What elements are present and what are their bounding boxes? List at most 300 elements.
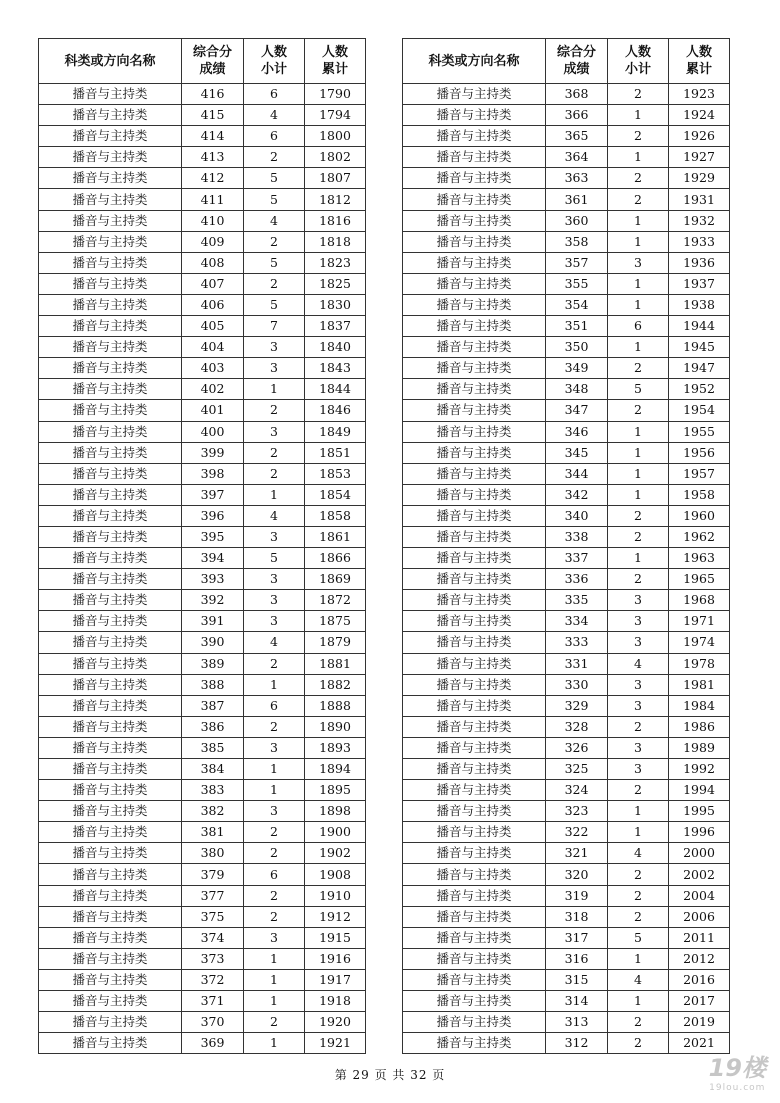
table-row <box>403 1033 730 1054</box>
cell-count: 1 <box>608 231 669 252</box>
cell-count: 1 <box>608 991 669 1012</box>
cell-category: 播音与主持类 <box>403 147 546 168</box>
cell-category: 播音与主持类 <box>39 780 182 801</box>
cell-score: 398 <box>182 463 244 484</box>
cell-category: 播音与主持类 <box>403 632 546 653</box>
cell-cumulative: 1937 <box>669 273 730 294</box>
cell-count: 1 <box>608 801 669 822</box>
cell-score: 351 <box>546 316 608 337</box>
cell-cumulative: 2006 <box>669 906 730 927</box>
cell-cumulative: 1825 <box>305 273 366 294</box>
cell-count: 2 <box>244 843 305 864</box>
cell-count: 5 <box>608 379 669 400</box>
cell-cumulative: 1944 <box>669 316 730 337</box>
table-header-row <box>403 39 730 84</box>
header-name: 科类或方向名称 <box>403 39 546 84</box>
table-row <box>403 737 730 758</box>
cell-count: 2 <box>608 885 669 906</box>
cell-count: 2 <box>608 84 669 105</box>
cell-category: 播音与主持类 <box>403 906 546 927</box>
cell-count: 2 <box>244 231 305 252</box>
cell-category: 播音与主持类 <box>403 294 546 315</box>
table-row <box>39 632 366 653</box>
cell-score: 403 <box>182 358 244 379</box>
cell-count: 5 <box>244 252 305 273</box>
cell-score: 372 <box>182 969 244 990</box>
cell-score: 358 <box>546 231 608 252</box>
cell-cumulative: 1931 <box>669 189 730 210</box>
table-row <box>39 316 366 337</box>
table-row <box>403 400 730 421</box>
cell-category: 播音与主持类 <box>403 505 546 526</box>
table-row <box>39 252 366 273</box>
table-row <box>39 737 366 758</box>
cell-score: 369 <box>182 1033 244 1054</box>
table-row <box>403 316 730 337</box>
table-row <box>39 695 366 716</box>
cell-count: 5 <box>244 294 305 315</box>
cell-category: 播音与主持类 <box>403 969 546 990</box>
cell-cumulative: 2004 <box>669 885 730 906</box>
cell-category: 播音与主持类 <box>403 126 546 147</box>
cell-count: 2 <box>608 906 669 927</box>
cell-count: 3 <box>244 611 305 632</box>
header-cumulative: 人数 累计 <box>305 39 366 84</box>
cell-score: 355 <box>546 273 608 294</box>
cell-count: 1 <box>608 421 669 442</box>
cell-category: 播音与主持类 <box>403 611 546 632</box>
cell-cumulative: 1963 <box>669 548 730 569</box>
header-name: 科类或方向名称 <box>39 39 182 84</box>
cell-score: 390 <box>182 632 244 653</box>
table-row <box>39 189 366 210</box>
cell-count: 1 <box>244 780 305 801</box>
cell-score: 379 <box>182 864 244 885</box>
cell-cumulative: 1945 <box>669 337 730 358</box>
cell-category: 播音与主持类 <box>39 526 182 547</box>
cell-count: 2 <box>244 906 305 927</box>
cell-score: 396 <box>182 505 244 526</box>
cell-category: 播音与主持类 <box>39 674 182 695</box>
cell-count: 4 <box>244 632 305 653</box>
cell-cumulative: 1830 <box>305 294 366 315</box>
cell-count: 5 <box>244 548 305 569</box>
cell-cumulative: 1844 <box>305 379 366 400</box>
cell-cumulative: 1843 <box>305 358 366 379</box>
cell-score: 388 <box>182 674 244 695</box>
cell-count: 1 <box>244 969 305 990</box>
cell-score: 317 <box>546 927 608 948</box>
table-row <box>403 906 730 927</box>
cell-count: 2 <box>244 442 305 463</box>
cell-count: 3 <box>244 526 305 547</box>
table-row <box>403 147 730 168</box>
table-row <box>39 484 366 505</box>
cell-score: 342 <box>546 484 608 505</box>
table-row <box>403 969 730 990</box>
cell-category: 播音与主持类 <box>403 843 546 864</box>
cell-count: 1 <box>244 1033 305 1054</box>
table-row <box>403 780 730 801</box>
cell-cumulative: 1996 <box>669 822 730 843</box>
cell-score: 374 <box>182 927 244 948</box>
cell-cumulative: 1984 <box>669 695 730 716</box>
header-score: 综合分 成绩 <box>182 39 244 84</box>
cell-category: 播音与主持类 <box>39 653 182 674</box>
cell-score: 321 <box>546 843 608 864</box>
table-row <box>39 337 366 358</box>
cell-score: 337 <box>546 548 608 569</box>
cell-score: 405 <box>182 316 244 337</box>
cell-score: 414 <box>182 126 244 147</box>
cell-category: 播音与主持类 <box>39 864 182 885</box>
cell-count: 2 <box>244 400 305 421</box>
cell-cumulative: 1994 <box>669 780 730 801</box>
cell-count: 2 <box>244 273 305 294</box>
cell-score: 393 <box>182 569 244 590</box>
cell-cumulative: 1866 <box>305 548 366 569</box>
cell-category: 播音与主持类 <box>403 548 546 569</box>
cell-count: 4 <box>244 505 305 526</box>
cell-category: 播音与主持类 <box>403 379 546 400</box>
table-row <box>39 1033 366 1054</box>
cell-score: 371 <box>182 991 244 1012</box>
cell-cumulative: 2017 <box>669 991 730 1012</box>
cell-score: 415 <box>182 105 244 126</box>
table-row <box>39 358 366 379</box>
cell-category: 播音与主持类 <box>403 674 546 695</box>
cell-score: 357 <box>546 252 608 273</box>
header-count: 人数 小计 <box>244 39 305 84</box>
cell-score: 368 <box>546 84 608 105</box>
cell-count: 1 <box>608 273 669 294</box>
cell-category: 播音与主持类 <box>39 105 182 126</box>
cell-count: 2 <box>608 1033 669 1054</box>
cell-score: 346 <box>546 421 608 442</box>
cell-count: 4 <box>244 210 305 231</box>
cell-category: 播音与主持类 <box>39 569 182 590</box>
header-count: 人数 小计 <box>608 39 669 84</box>
cell-count: 1 <box>608 548 669 569</box>
cell-score: 412 <box>182 168 244 189</box>
cell-score: 329 <box>546 695 608 716</box>
cell-score: 404 <box>182 337 244 358</box>
table-row <box>403 505 730 526</box>
cell-score: 328 <box>546 716 608 737</box>
cell-count: 3 <box>608 759 669 780</box>
table-row <box>403 294 730 315</box>
cell-score: 391 <box>182 611 244 632</box>
cell-count: 6 <box>244 84 305 105</box>
cell-score: 318 <box>546 906 608 927</box>
cell-count: 3 <box>244 569 305 590</box>
cell-score: 360 <box>546 210 608 231</box>
table-row <box>39 168 366 189</box>
table-row <box>39 969 366 990</box>
cell-cumulative: 1916 <box>305 948 366 969</box>
cell-cumulative: 1846 <box>305 400 366 421</box>
cell-cumulative: 1921 <box>305 1033 366 1054</box>
cell-cumulative: 2021 <box>669 1033 730 1054</box>
cell-score: 407 <box>182 273 244 294</box>
table-row <box>39 294 366 315</box>
cell-count: 3 <box>608 632 669 653</box>
cell-score: 383 <box>182 780 244 801</box>
cell-category: 播音与主持类 <box>403 84 546 105</box>
cell-count: 2 <box>244 885 305 906</box>
table-row <box>403 273 730 294</box>
cell-cumulative: 1920 <box>305 1012 366 1033</box>
header-score: 综合分 成绩 <box>546 39 608 84</box>
cell-count: 1 <box>608 294 669 315</box>
cell-category: 播音与主持类 <box>403 590 546 611</box>
cell-count: 2 <box>608 780 669 801</box>
cell-count: 2 <box>244 653 305 674</box>
cell-category: 播音与主持类 <box>39 273 182 294</box>
table-row <box>403 379 730 400</box>
cell-count: 2 <box>608 864 669 885</box>
table-row <box>39 674 366 695</box>
cell-count: 3 <box>244 801 305 822</box>
cell-count: 1 <box>608 463 669 484</box>
cell-category: 播音与主持类 <box>39 421 182 442</box>
cell-cumulative: 1802 <box>305 147 366 168</box>
cell-cumulative: 1947 <box>669 358 730 379</box>
table-row <box>403 759 730 780</box>
table-row <box>39 1012 366 1033</box>
cell-score: 316 <box>546 948 608 969</box>
cell-category: 播音与主持类 <box>403 252 546 273</box>
cell-cumulative: 1917 <box>305 969 366 990</box>
cell-count: 1 <box>608 822 669 843</box>
cell-cumulative: 1915 <box>305 927 366 948</box>
cell-score: 314 <box>546 991 608 1012</box>
table-row <box>403 442 730 463</box>
cell-cumulative: 2016 <box>669 969 730 990</box>
table-row <box>403 126 730 147</box>
cell-cumulative: 1956 <box>669 442 730 463</box>
cell-category: 播音与主持类 <box>403 316 546 337</box>
cell-score: 330 <box>546 674 608 695</box>
table-row <box>39 210 366 231</box>
table-row <box>403 822 730 843</box>
table-row <box>403 189 730 210</box>
cell-category: 播音与主持类 <box>403 653 546 674</box>
cell-cumulative: 1875 <box>305 611 366 632</box>
table-row <box>39 653 366 674</box>
cell-count: 4 <box>608 843 669 864</box>
cell-score: 319 <box>546 885 608 906</box>
cell-category: 播音与主持类 <box>39 590 182 611</box>
cell-category: 播音与主持类 <box>39 759 182 780</box>
cell-count: 1 <box>244 948 305 969</box>
table-row <box>39 885 366 906</box>
cell-cumulative: 1895 <box>305 780 366 801</box>
cell-score: 350 <box>546 337 608 358</box>
cell-category: 播音与主持类 <box>39 168 182 189</box>
cell-count: 3 <box>244 358 305 379</box>
cell-category: 播音与主持类 <box>39 84 182 105</box>
cell-cumulative: 1858 <box>305 505 366 526</box>
cell-score: 323 <box>546 801 608 822</box>
cell-category: 播音与主持类 <box>403 210 546 231</box>
table-row <box>39 611 366 632</box>
table-row <box>403 252 730 273</box>
cell-count: 1 <box>244 379 305 400</box>
table-row <box>403 611 730 632</box>
cell-count: 3 <box>244 927 305 948</box>
cell-score: 389 <box>182 653 244 674</box>
cell-score: 416 <box>182 84 244 105</box>
table-row <box>403 927 730 948</box>
cell-category: 播音与主持类 <box>39 147 182 168</box>
table-header-row <box>39 39 366 84</box>
cell-count: 3 <box>608 252 669 273</box>
cell-count: 6 <box>244 695 305 716</box>
score-table-left <box>38 38 366 1054</box>
table-row <box>403 1012 730 1033</box>
cell-cumulative: 1957 <box>669 463 730 484</box>
cell-cumulative: 1978 <box>669 653 730 674</box>
table-row <box>403 674 730 695</box>
cell-cumulative: 1958 <box>669 484 730 505</box>
table-row <box>39 864 366 885</box>
cell-count: 4 <box>244 105 305 126</box>
cell-category: 播音与主持类 <box>403 822 546 843</box>
cell-category: 播音与主持类 <box>39 927 182 948</box>
cell-score: 325 <box>546 759 608 780</box>
cell-category: 播音与主持类 <box>403 1033 546 1054</box>
cell-count: 1 <box>608 147 669 168</box>
table-row <box>39 442 366 463</box>
table-row <box>403 716 730 737</box>
table-row <box>403 484 730 505</box>
cell-score: 313 <box>546 1012 608 1033</box>
cell-cumulative: 1995 <box>669 801 730 822</box>
cell-category: 播音与主持类 <box>39 737 182 758</box>
cell-category: 播音与主持类 <box>39 442 182 463</box>
cell-count: 3 <box>244 737 305 758</box>
cell-cumulative: 1968 <box>669 590 730 611</box>
cell-score: 413 <box>182 147 244 168</box>
cell-score: 338 <box>546 526 608 547</box>
cell-category: 播音与主持类 <box>403 801 546 822</box>
cell-score: 326 <box>546 737 608 758</box>
table-row <box>39 147 366 168</box>
cell-category: 播音与主持类 <box>403 864 546 885</box>
cell-cumulative: 1924 <box>669 105 730 126</box>
cell-score: 370 <box>182 1012 244 1033</box>
table-row <box>39 948 366 969</box>
cell-category: 播音与主持类 <box>39 484 182 505</box>
cell-cumulative: 1992 <box>669 759 730 780</box>
table-row <box>403 590 730 611</box>
cell-category: 播音与主持类 <box>39 294 182 315</box>
cell-score: 345 <box>546 442 608 463</box>
table-row <box>39 105 366 126</box>
cell-cumulative: 1932 <box>669 210 730 231</box>
table-row <box>403 885 730 906</box>
table-row <box>403 991 730 1012</box>
cell-cumulative: 2002 <box>669 864 730 885</box>
cell-score: 402 <box>182 379 244 400</box>
cell-count: 2 <box>608 1012 669 1033</box>
cell-category: 播音与主持类 <box>39 822 182 843</box>
cell-category: 播音与主持类 <box>403 948 546 969</box>
cell-category: 播音与主持类 <box>403 189 546 210</box>
cell-category: 播音与主持类 <box>403 695 546 716</box>
cell-category: 播音与主持类 <box>39 126 182 147</box>
cell-score: 320 <box>546 864 608 885</box>
cell-score: 354 <box>546 294 608 315</box>
table-row <box>39 716 366 737</box>
table-row <box>39 421 366 442</box>
cell-count: 2 <box>244 463 305 484</box>
cell-cumulative: 1926 <box>669 126 730 147</box>
cell-cumulative: 2019 <box>669 1012 730 1033</box>
cell-category: 播音与主持类 <box>39 716 182 737</box>
cell-category: 播音与主持类 <box>39 991 182 1012</box>
cell-count: 5 <box>244 189 305 210</box>
cell-category: 播音与主持类 <box>39 210 182 231</box>
cell-count: 1 <box>608 105 669 126</box>
cell-category: 播音与主持类 <box>403 885 546 906</box>
cell-category: 播音与主持类 <box>39 885 182 906</box>
cell-count: 1 <box>608 948 669 969</box>
cell-category: 播音与主持类 <box>39 548 182 569</box>
cell-cumulative: 1890 <box>305 716 366 737</box>
cell-cumulative: 1851 <box>305 442 366 463</box>
table-row <box>403 695 730 716</box>
cell-count: 4 <box>608 969 669 990</box>
table-body-left <box>39 84 366 1054</box>
cell-cumulative: 1938 <box>669 294 730 315</box>
cell-score: 344 <box>546 463 608 484</box>
cell-score: 381 <box>182 822 244 843</box>
cell-count: 2 <box>244 1012 305 1033</box>
watermark-url: 19lou.com <box>709 1083 766 1093</box>
cell-count: 1 <box>244 759 305 780</box>
cell-score: 375 <box>182 906 244 927</box>
cell-cumulative: 1807 <box>305 168 366 189</box>
table-row <box>403 463 730 484</box>
cell-category: 播音与主持类 <box>403 273 546 294</box>
cell-count: 2 <box>608 168 669 189</box>
table-row <box>39 569 366 590</box>
table-row <box>403 84 730 105</box>
site-watermark <box>709 1048 766 1093</box>
cell-score: 335 <box>546 590 608 611</box>
cell-cumulative: 1837 <box>305 316 366 337</box>
cell-category: 播音与主持类 <box>403 526 546 547</box>
cell-cumulative: 1912 <box>305 906 366 927</box>
cell-category: 播音与主持类 <box>39 505 182 526</box>
cell-count: 3 <box>608 590 669 611</box>
cell-count: 3 <box>608 611 669 632</box>
cell-cumulative: 1989 <box>669 737 730 758</box>
cell-cumulative: 1971 <box>669 611 730 632</box>
table-row <box>39 548 366 569</box>
cell-count: 2 <box>244 822 305 843</box>
cell-score: 392 <box>182 590 244 611</box>
cell-cumulative: 1893 <box>305 737 366 758</box>
cell-count: 6 <box>244 864 305 885</box>
cell-category: 播音与主持类 <box>403 105 546 126</box>
cell-score: 363 <box>546 168 608 189</box>
cell-count: 1 <box>244 484 305 505</box>
header-cumulative: 人数 累计 <box>669 39 730 84</box>
cell-cumulative: 1894 <box>305 759 366 780</box>
